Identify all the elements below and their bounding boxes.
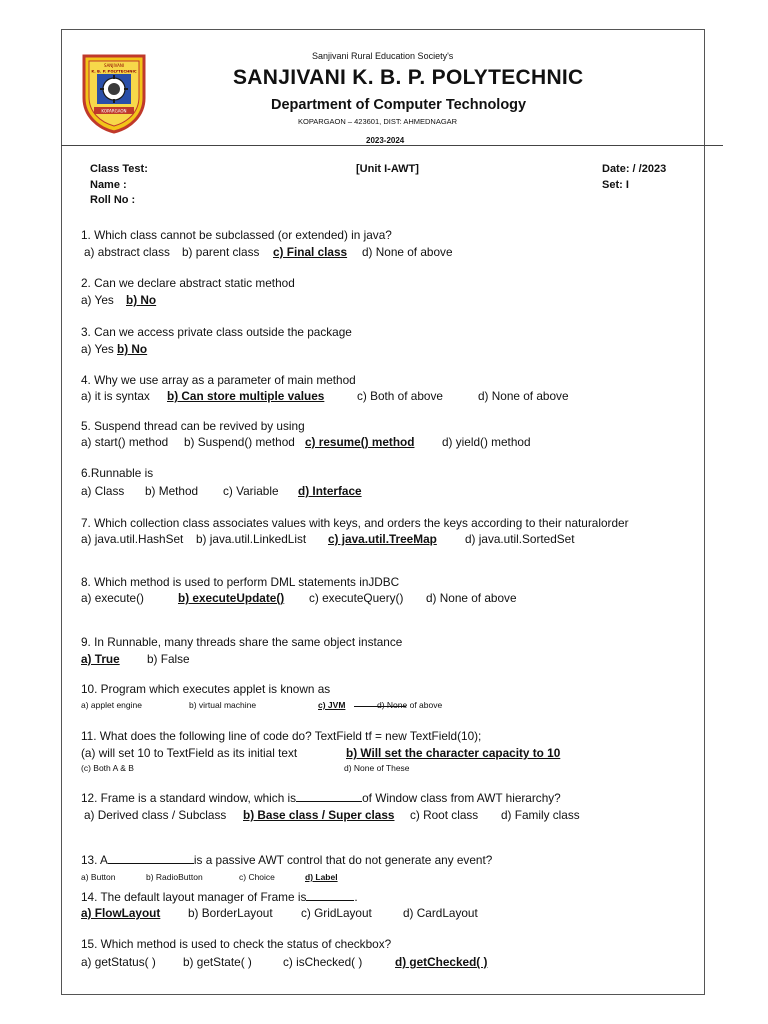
option: (c) Both A & B bbox=[81, 763, 134, 773]
answer-blank bbox=[306, 890, 354, 901]
question-text: 1. Which class cannot be subclassed (or extended) in java? bbox=[81, 228, 392, 242]
society-name: Sanjivani Rural Education Society's bbox=[312, 51, 454, 61]
question-text: 15. Which method is used to check the status of checkbox? bbox=[81, 937, 392, 951]
option: (a) will set 10 to TextField as its initial text bbox=[81, 746, 298, 760]
option: a) java.util.HashSet bbox=[81, 532, 184, 546]
option: a) getStatus( ) bbox=[81, 955, 156, 969]
question-text-part: . bbox=[354, 890, 358, 904]
option: b) java.util.LinkedList bbox=[196, 532, 307, 546]
option: d) None of above bbox=[426, 591, 517, 605]
option: a) Derived class / Subclass bbox=[84, 808, 227, 822]
answer-blank bbox=[108, 853, 194, 864]
option: d) None of above bbox=[362, 245, 453, 259]
option: d) Family class bbox=[501, 808, 580, 822]
correct-option: b) executeUpdate() bbox=[178, 591, 285, 605]
question-text-part: 14. The default layout manager of Frame is bbox=[81, 890, 307, 904]
question-text: 4. Why we use array as a parameter of main method bbox=[81, 373, 356, 387]
question-text-part: 12. Frame is a standard window, which is bbox=[81, 791, 297, 805]
option: c) Choice bbox=[239, 872, 275, 882]
option: b) BorderLayout bbox=[188, 906, 273, 920]
question-text: 5. Suspend thread can be revived by using bbox=[81, 419, 305, 433]
correct-option: a) True bbox=[81, 652, 120, 666]
answer-blank bbox=[296, 791, 362, 802]
option: b) getState( ) bbox=[183, 955, 252, 969]
question-text-part: is a passive AWT control that do not generate any event? bbox=[193, 853, 493, 867]
option: d) None of These bbox=[344, 763, 410, 773]
correct-option: c) resume() method bbox=[305, 435, 415, 449]
option: d) CardLayout bbox=[403, 906, 478, 920]
option: a) Class bbox=[81, 484, 125, 498]
svg-text:SANJIVANI: SANJIVANI bbox=[103, 63, 125, 68]
option: d) yield() method bbox=[442, 435, 531, 449]
name-label: Name : bbox=[90, 179, 127, 191]
class-test-label: Class Test: bbox=[90, 163, 148, 175]
question-text: 6.Runnable is bbox=[81, 466, 154, 480]
correct-option: a) FlowLayout bbox=[81, 906, 161, 920]
date-label: Date: / /2023 bbox=[602, 163, 667, 175]
option: c) Both of above bbox=[357, 389, 443, 403]
option: c) Root class bbox=[410, 808, 479, 822]
correct-option: b) No bbox=[117, 342, 148, 356]
option: b) parent class bbox=[182, 245, 260, 259]
question-text bbox=[81, 791, 561, 805]
question-text: 10. Program which executes applet is known as bbox=[81, 682, 331, 696]
correct-option: c) Final class bbox=[273, 245, 348, 259]
option: a) applet engine bbox=[81, 700, 142, 710]
option: a) execute() bbox=[81, 591, 144, 605]
option: a) Yes bbox=[81, 342, 114, 356]
institute-logo-seal bbox=[80, 52, 148, 134]
question-text: 9. In Runnable, many threads share the same object instance bbox=[81, 635, 403, 649]
option: d) java.util.SortedSet bbox=[465, 532, 575, 546]
header-divider bbox=[61, 145, 723, 146]
option: b) Method bbox=[145, 484, 199, 498]
option: c) GridLayout bbox=[301, 906, 372, 920]
correct-option: c) java.util.TreeMap bbox=[328, 532, 437, 546]
option: a) Button bbox=[81, 872, 116, 882]
svg-text:K. B. P. POLYTECHNIC: K. B. P. POLYTECHNIC bbox=[91, 68, 137, 74]
question-text-part: of Window class from AWT hierarchy? bbox=[362, 791, 561, 805]
question-text-part: 13. A bbox=[81, 853, 108, 867]
question-text bbox=[81, 853, 492, 867]
set-label: Set: I bbox=[602, 179, 629, 191]
option: d) None of above bbox=[377, 700, 443, 710]
institute-address: KOPARGAON – 423601, DIST: AHMEDNAGAR bbox=[298, 117, 458, 126]
option: a) it is syntax bbox=[81, 389, 150, 403]
option: c) isChecked( ) bbox=[283, 955, 363, 969]
option: b) False bbox=[147, 652, 190, 666]
correct-option: d) Label bbox=[305, 872, 338, 882]
question-text: 11. What does the following line of code do? TextField tf = new TextField(10); bbox=[81, 729, 482, 743]
correct-option: d) Interface bbox=[298, 484, 362, 498]
correct-option: b) No bbox=[126, 293, 157, 307]
department-name: Department of Computer Technology bbox=[271, 97, 527, 113]
correct-option: b) Base class / Super class bbox=[243, 808, 395, 822]
option: d) None of above bbox=[478, 389, 569, 403]
option: b) virtual machine bbox=[189, 700, 257, 710]
unit-label: [Unit I-AWT] bbox=[356, 163, 419, 175]
roll-no-label: Roll No : bbox=[90, 194, 136, 206]
correct-option: d) getChecked( ) bbox=[395, 955, 488, 969]
question-text: 8. Which method is used to perform DML statements inJDBC bbox=[81, 575, 400, 589]
question-text: 3. Can we access private class outside the package bbox=[81, 325, 352, 339]
option: b) Suspend() method bbox=[184, 435, 295, 449]
option: b) RadioButton bbox=[146, 872, 203, 882]
correct-option: b) Will set the character capacity to 10 bbox=[346, 746, 561, 760]
option: a) abstract class bbox=[84, 245, 170, 259]
option: c) Variable bbox=[223, 484, 279, 498]
option: a) Yes bbox=[81, 293, 114, 307]
question-text: 7. Which collection class associates values with keys, and orders the keys according to their naturalorder bbox=[81, 516, 629, 530]
academic-year: 2023-2024 bbox=[366, 136, 405, 145]
option: c) executeQuery() bbox=[309, 591, 404, 605]
svg-text:KOPARGAON: KOPARGAON bbox=[101, 108, 127, 114]
correct-option: c) JVM bbox=[318, 700, 346, 710]
question-text: 2. Can we declare abstract static method bbox=[81, 276, 295, 290]
institute-name: SANJIVANI K. B. P. POLYTECHNIC bbox=[233, 66, 584, 89]
correct-option: b) Can store multiple values bbox=[167, 389, 325, 403]
question-text bbox=[81, 890, 358, 904]
option: a) start() method bbox=[81, 435, 169, 449]
